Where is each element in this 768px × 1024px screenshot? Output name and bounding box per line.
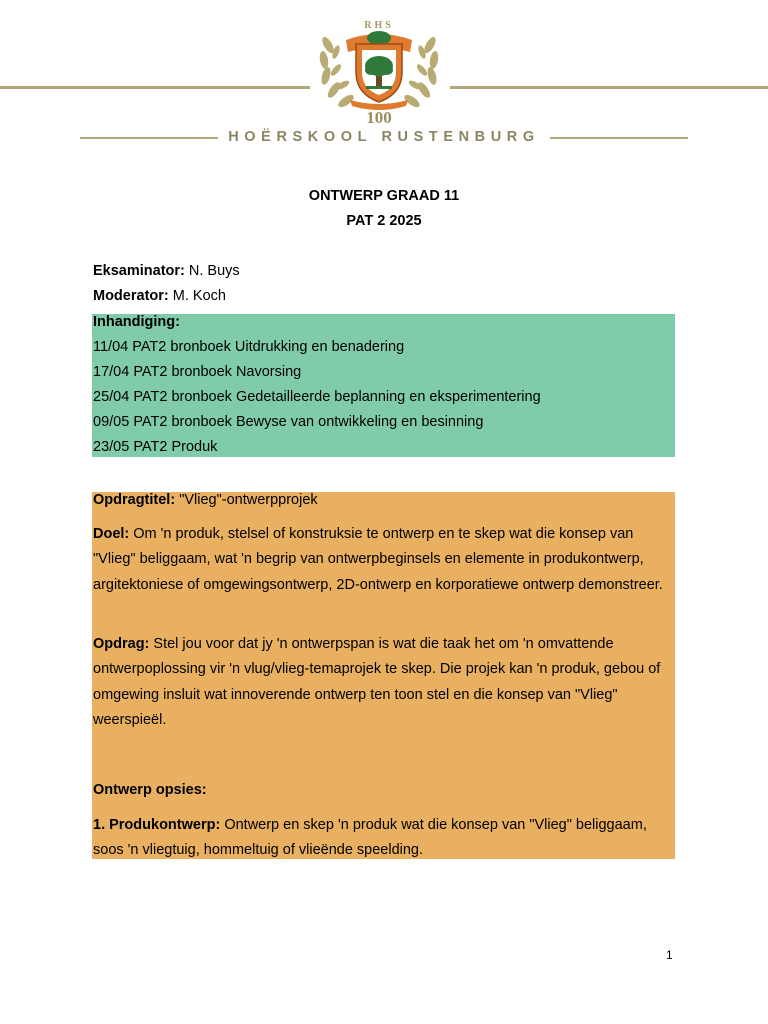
document-subtitle: PAT 2 2025 (346, 213, 422, 229)
assignment-title-value: "Vlieg"-ontwerpprojek (175, 492, 318, 508)
school-name: HOËRSKOOL RUSTENBURG (228, 129, 540, 145)
crest-year: 100 (366, 108, 392, 127)
assignment-task-text: Stel jou voor dat jy 'n ontwerpspan is wat die taak het om 'n omvattende ontwerpoplossing vir 'n vlug/vlieg-temaprojek te skep. Die projek kan 'n produk, gebou of omgewing insluit wat innoverende ontwerp ten toon stel en die konsep van "Vlieg" weerspieël. (93, 636, 661, 728)
school-crest-logo (306, 0, 452, 135)
document-title: ONTWERP GRAAD 11 (308, 188, 460, 204)
submission-item: 17/04 PAT2 bronboek Navorsing (93, 364, 302, 380)
submission-item: 09/05 PAT2 bronboek Bewyse van ontwikkeling en besinning (93, 414, 484, 430)
submission-heading (93, 310, 180, 335)
submission-item: 23/05 PAT2 Produk (93, 439, 218, 455)
letterhead (0, 0, 768, 160)
assignment-goal-text: Om 'n produk, stelsel of konstruksie te ontwerp en te skep wat die konsep van "Vlieg" beliggaam, wat 'n begrip van ontwerpbeginsels en elemente in produkontwerp, argitektoniese of omgewingsontwerp, 2D-ontwerp en korporatiewe ontwerp demonstreer. (93, 526, 663, 593)
examiner-label: Eksaminator: (93, 263, 185, 279)
design-option-1-text: Ontwerp en skep 'n produk wat die konsep van "Vlieg" beliggaam, soos 'n vliegtuig, hommeltuig of vlieënde speelding. (93, 817, 647, 859)
header-top-line-right (450, 86, 768, 89)
assignment-task (93, 632, 678, 733)
assignment-title (93, 488, 678, 513)
design-options-heading (93, 778, 678, 803)
moderator-name: M. Koch (168, 288, 226, 304)
moderator-line (93, 284, 226, 309)
examiner-line (93, 259, 240, 284)
submission-item: 25/04 PAT2 bronboek Gedetailleerde beplanning en eksperimentering (93, 389, 541, 405)
assignment-task-label: Opdrag: (93, 636, 150, 652)
submission-heading-text: Inhandiging: (93, 314, 180, 330)
assignment-goal-label: Doel: (93, 526, 130, 542)
assignment-title-label: Opdragtitel: (93, 492, 176, 508)
examiner-name: N. Buys (184, 263, 240, 279)
page-number: 1 (666, 948, 673, 962)
design-option-1-label: 1. Produkontwerp: (93, 817, 221, 833)
design-option-1 (93, 813, 678, 864)
submission-item: 11/04 PAT2 bronboek Uitdrukking en benadering (93, 339, 405, 355)
assignment-goal (93, 522, 678, 598)
header-top-line-left (0, 86, 310, 89)
moderator-label: Moderator: (93, 288, 169, 304)
design-options-heading-text: Ontwerp opsies: (93, 782, 207, 798)
crest-top-text: RHS (364, 20, 394, 31)
